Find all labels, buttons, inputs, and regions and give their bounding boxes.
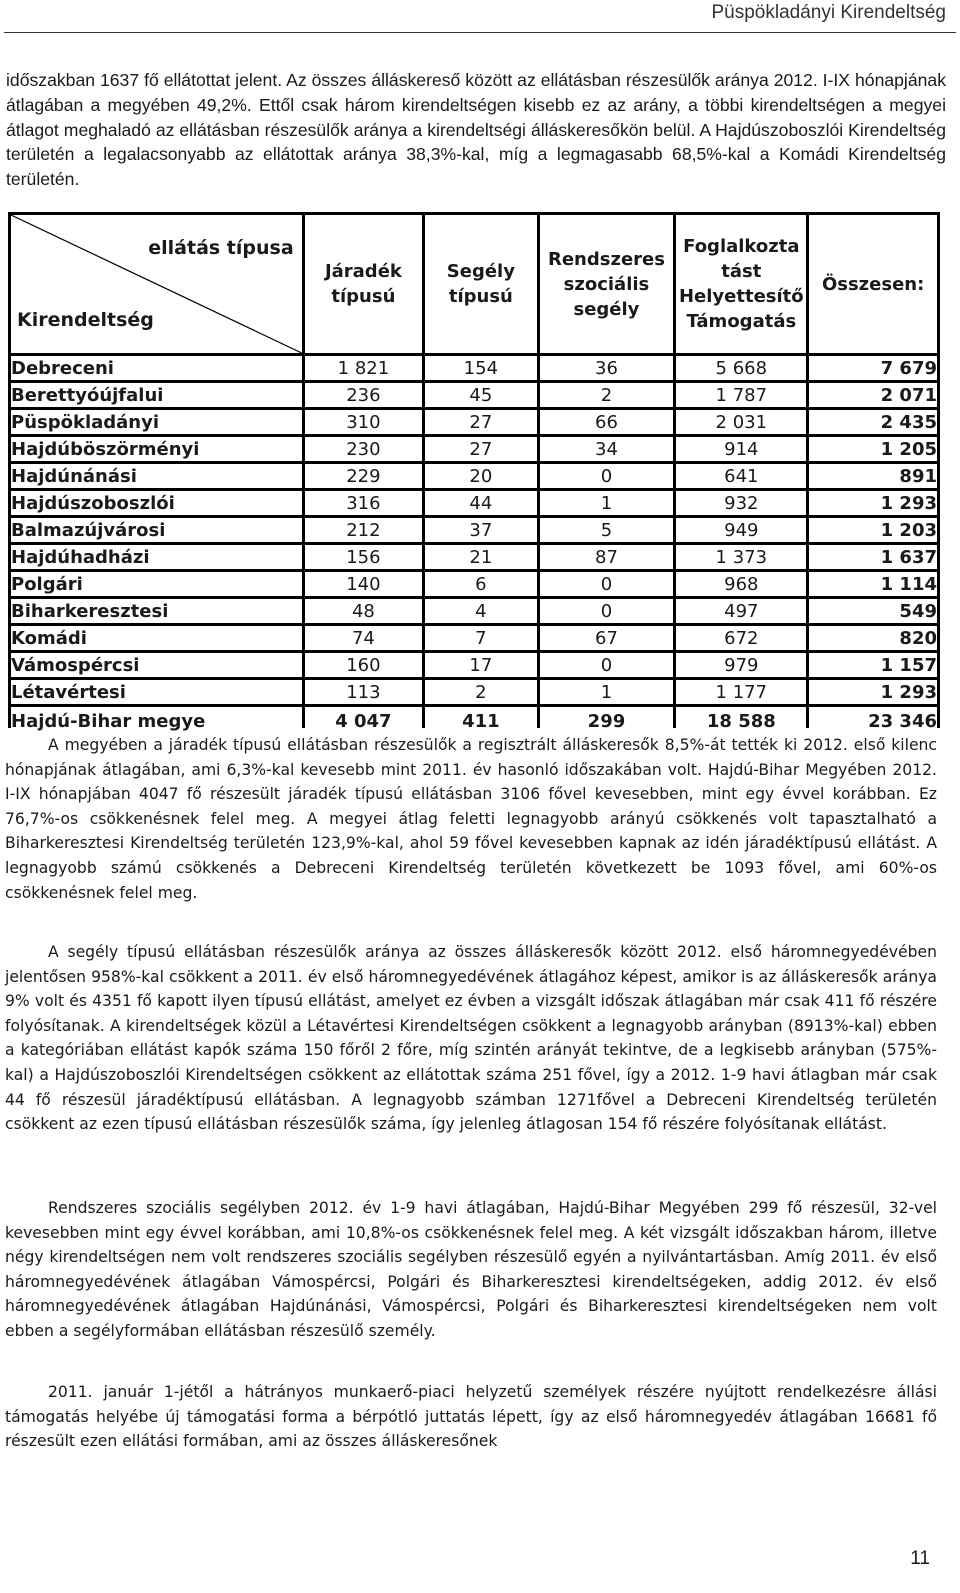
table-row xyxy=(11,545,937,569)
office-name-cell: Berettyóújfalui xyxy=(11,383,302,407)
value-cell: 0 xyxy=(540,464,674,488)
header-line: típusú xyxy=(448,286,513,307)
header-line: Rendszeres xyxy=(547,248,665,270)
total-cell: 1 293 xyxy=(809,680,937,704)
office-name-cell: Püspökladányi xyxy=(11,410,302,434)
total-cell: 549 xyxy=(809,599,937,623)
header-line: Támogatás xyxy=(686,311,797,332)
office-name-cell: Balmazújvárosi xyxy=(11,518,302,542)
value-cell: 0 xyxy=(540,653,674,677)
office-name-cell: Hajdúnánási xyxy=(11,464,302,488)
header-line: tást xyxy=(721,261,762,282)
value-cell: 36 xyxy=(540,356,674,380)
header-line: Helyettesítő xyxy=(678,286,804,307)
value-cell: 641 xyxy=(676,464,806,488)
total-cell: 1 203 xyxy=(809,518,937,542)
value-cell: 17 xyxy=(425,653,536,677)
value-cell: 230 xyxy=(305,437,422,461)
value-cell: 7 xyxy=(425,626,536,650)
value-cell: 229 xyxy=(305,464,422,488)
office-name-cell: Vámospércsi xyxy=(11,653,302,677)
value-cell: 1 xyxy=(540,680,674,704)
office-name-cell: Polgári xyxy=(11,572,302,596)
total-cell: 2 071 xyxy=(809,383,937,407)
paragraph-1: időszakban 1637 fő ellátottat jelent. Az összes álláskereső között az ellátásban részesülők aránya 2012. I-IX hónapjának átlagában a megyében 49,2%. Ettől csak három kirendeltségen kisebb ez az arány, a többi kirendeltségen a megyei átlagot meghaladó az ellátásban részesülők aránya a kirendeltségi álláskeresőkön belül. A Hajdúszoboszlói Kirendeltség területén a legalacsonyabb az ellátottak aránya 38,3%-kal, míg a legmagasabb 68,5%-kal a Komádi Kirendeltség területén. xyxy=(6,70,946,190)
value-cell: 1 177 xyxy=(676,680,806,704)
office-name-cell: Hajdúböszörményi xyxy=(11,437,302,461)
value-cell: 316 xyxy=(305,491,422,515)
total-cell: 23 346 xyxy=(809,707,937,735)
value-cell: 1 821 xyxy=(305,356,422,380)
table-row xyxy=(11,653,937,677)
office-name-cell: Hajdúszoboszlói xyxy=(11,491,302,515)
value-cell: 310 xyxy=(305,410,422,434)
total-cell: 7 679 xyxy=(809,356,937,380)
value-cell: 66 xyxy=(540,410,674,434)
value-cell: 67 xyxy=(540,626,674,650)
table-row xyxy=(11,680,937,704)
value-cell: 2 xyxy=(540,383,674,407)
page-number: 11 xyxy=(910,1548,930,1569)
value-cell: 949 xyxy=(676,518,806,542)
value-cell: 932 xyxy=(676,491,806,515)
office-name-cell: Hajdú-Bihar megye xyxy=(11,707,302,735)
value-cell: 672 xyxy=(676,626,806,650)
table-sum-row xyxy=(11,707,937,735)
value-cell: 6 xyxy=(425,572,536,596)
value-cell: 48 xyxy=(305,599,422,623)
value-cell: 411 xyxy=(425,707,536,735)
total-cell: 1 157 xyxy=(809,653,937,677)
value-cell: 44 xyxy=(425,491,536,515)
corner-diagonal-line xyxy=(11,215,302,353)
total-cell: 1 293 xyxy=(809,491,937,515)
header-jaradek xyxy=(305,215,422,353)
page-header xyxy=(0,0,960,34)
total-cell: 1 114 xyxy=(809,572,937,596)
paragraph-3: A segély típusú ellátásban részesülők aránya az összes álláskeresők között 2012. első háromnegyedévében jelentősen 958%-kal csökkent a 2011. év első háromnegyedévének átlagához képest, amikor is az álláskeresők aránya 9% volt és 4351 fő kapott ilyen típusú ellátást, amelyet ez évben a vizsgált időszak átlagában már csak 411 fő részére folyósítanak. A kirendeltségek közül a Létavértesi Kirendeltségen csökkent a legnagyobb arányban (8913%-kal) ebben a kategóriában ellátást kapók száma 150 főről 2 főre, míg szintén arányát tekintve, de a legkisebb arányban (575%-kal) a Hajdúszoboszlói Kirendeltségen csökkent az ellátottak száma 251 fővel, így a 2012. 1-9 havi átlagban már csak 44 fő részesül járadéktípusú ellátásban. A legnagyobb számban 1271fővel a Debreceni Kirendeltség területén csökkent az ezen típusú ellátásban részesülők száma, így jelenleg átlagosan 154 fő részére folyósítanak ellátást. xyxy=(5,943,937,1134)
value-cell: 497 xyxy=(676,599,806,623)
table-row xyxy=(11,437,937,461)
total-cell: 1 637 xyxy=(809,545,937,569)
benefits-table-frame xyxy=(8,212,940,732)
value-cell: 113 xyxy=(305,680,422,704)
total-cell: 891 xyxy=(809,464,937,488)
benefits-table xyxy=(8,212,940,738)
value-cell: 74 xyxy=(305,626,422,650)
header-line: Foglalkozta xyxy=(683,236,800,257)
value-cell: 4 xyxy=(425,599,536,623)
header-line: Segély xyxy=(446,261,515,282)
value-cell: 20 xyxy=(425,464,536,488)
value-cell: 160 xyxy=(305,653,422,677)
value-cell: 968 xyxy=(676,572,806,596)
value-cell: 0 xyxy=(540,599,674,623)
header-rule xyxy=(4,32,956,33)
value-cell: 5 668 xyxy=(676,356,806,380)
value-cell: 27 xyxy=(425,410,536,434)
value-cell: 299 xyxy=(540,707,674,735)
office-name-cell: Komádi xyxy=(11,626,302,650)
value-cell: 1 373 xyxy=(676,545,806,569)
header-osszesen xyxy=(809,215,937,353)
office-name-cell: Debreceni xyxy=(11,356,302,380)
header-line: segély xyxy=(573,298,640,320)
total-cell: 820 xyxy=(809,626,937,650)
total-cell: 1 205 xyxy=(809,437,937,461)
header-line: Járadék xyxy=(324,261,402,282)
value-cell: 2 031 xyxy=(676,410,806,434)
office-name-cell: Hajdúhadházi xyxy=(11,545,302,569)
value-cell: 4 047 xyxy=(305,707,422,735)
header-line: Összesen: xyxy=(821,273,925,295)
total-cell: 2 435 xyxy=(809,410,937,434)
table-row xyxy=(11,491,937,515)
value-cell: 45 xyxy=(425,383,536,407)
value-cell: 1 xyxy=(540,491,674,515)
table-row xyxy=(11,599,937,623)
table-row xyxy=(11,464,937,488)
table-row xyxy=(11,572,937,596)
table-row xyxy=(11,626,937,650)
table-corner-cell xyxy=(11,215,302,353)
value-cell: 0 xyxy=(540,572,674,596)
value-cell: 2 xyxy=(425,680,536,704)
value-cell: 5 xyxy=(540,518,674,542)
value-cell: 914 xyxy=(676,437,806,461)
value-cell: 27 xyxy=(425,437,536,461)
value-cell: 18 588 xyxy=(676,707,806,735)
value-cell: 154 xyxy=(425,356,536,380)
value-cell: 140 xyxy=(305,572,422,596)
table-row xyxy=(11,518,937,542)
corner-label-office: Kirendeltség xyxy=(17,309,154,331)
table-row xyxy=(11,356,937,380)
table-row xyxy=(11,383,937,407)
office-name-cell: Létavértesi xyxy=(11,680,302,704)
value-cell: 1 787 xyxy=(676,383,806,407)
value-cell: 236 xyxy=(305,383,422,407)
value-cell: 87 xyxy=(540,545,674,569)
table-row xyxy=(11,410,937,434)
value-cell: 21 xyxy=(425,545,536,569)
value-cell: 156 xyxy=(305,545,422,569)
header-foglalkoztatast xyxy=(676,215,806,353)
value-cell: 979 xyxy=(676,653,806,677)
header-title: Püspökladányi Kirendeltség xyxy=(711,2,946,23)
table-header-row xyxy=(11,215,937,353)
header-rendszeres xyxy=(540,215,674,353)
value-cell: 34 xyxy=(540,437,674,461)
header-line: szociális xyxy=(563,273,650,295)
paragraph-4: Rendszeres szociális segélyben 2012. év 1-9 havi átlagában, Hajdú-Bihar Megyében 299 fő részesül, 32-vel kevesebben mint egy évvel korábban, ami 10,8%-os csökkenésnek felel meg. A két vizsgált időszakban három, illetve négy kirendeltségen nem volt rendszeres szociális segélyben részesülő egyén a nyilvántartásban. Amíg 2011. év első háromnegyedévének átlagában Vámospércsi, Polgári és Biharkeresztesi kirendeltségeken, addig 2012. év első háromnegyedévének átlagában Hajdúnánási, Vámospércsi, Polgári és Biharkeresztesi kirendeltségeken nem volt ebben a segélyformában ellátásban részesülő személy. xyxy=(5,1199,937,1340)
value-cell: 37 xyxy=(425,518,536,542)
paragraph-2: A megyében a járadék típusú ellátásban részesülők a regisztrált álláskeresők 8,5%-át tették ki 2012. első kilenc hónapjának átlagában, ami 6,3%-kal kevesebb mint 2011. év hasonló időszakában volt. Hajdú-Bihar Megyében 2012. I-IX hónapjában 4047 fő részesült járadék típusú ellátásban 3106 fővel kevesebben, mint egy évvel korábban. Ez 76,7%-os csökkenésnek felel meg. A megyei átlag feletti legnagyobb arányú csökkenés volt tapasztalható a Biharkeresztesi Kirendeltség területén 123,9%-kal, ahol 59 fővel kevesebben kapnak az idén járadéktípusú ellátást. A legnagyobb számú csökkenés a Debreceni Kirendeltség területén következett be 1093 fővel, ami 60%-os csökkenésnek felel meg. xyxy=(5,736,937,902)
header-segely xyxy=(425,215,536,353)
header-line: típusú xyxy=(331,286,396,307)
value-cell: 212 xyxy=(305,518,422,542)
paragraph-5: 2011. január 1-jétől a hátrányos munkaerő-piaci helyzetű személyek részére nyújtott rendelkezésre állási támogatás helyébe új támogatási forma a bérpótló juttatás lépett, így az első háromnegyedév átlagában 16681 fő részesült ezen ellátási formában, ami az összes álláskeresőnek xyxy=(5,1383,937,1451)
office-name-cell: Biharkeresztesi xyxy=(11,599,302,623)
corner-label-type: ellátás típusa xyxy=(148,237,294,259)
